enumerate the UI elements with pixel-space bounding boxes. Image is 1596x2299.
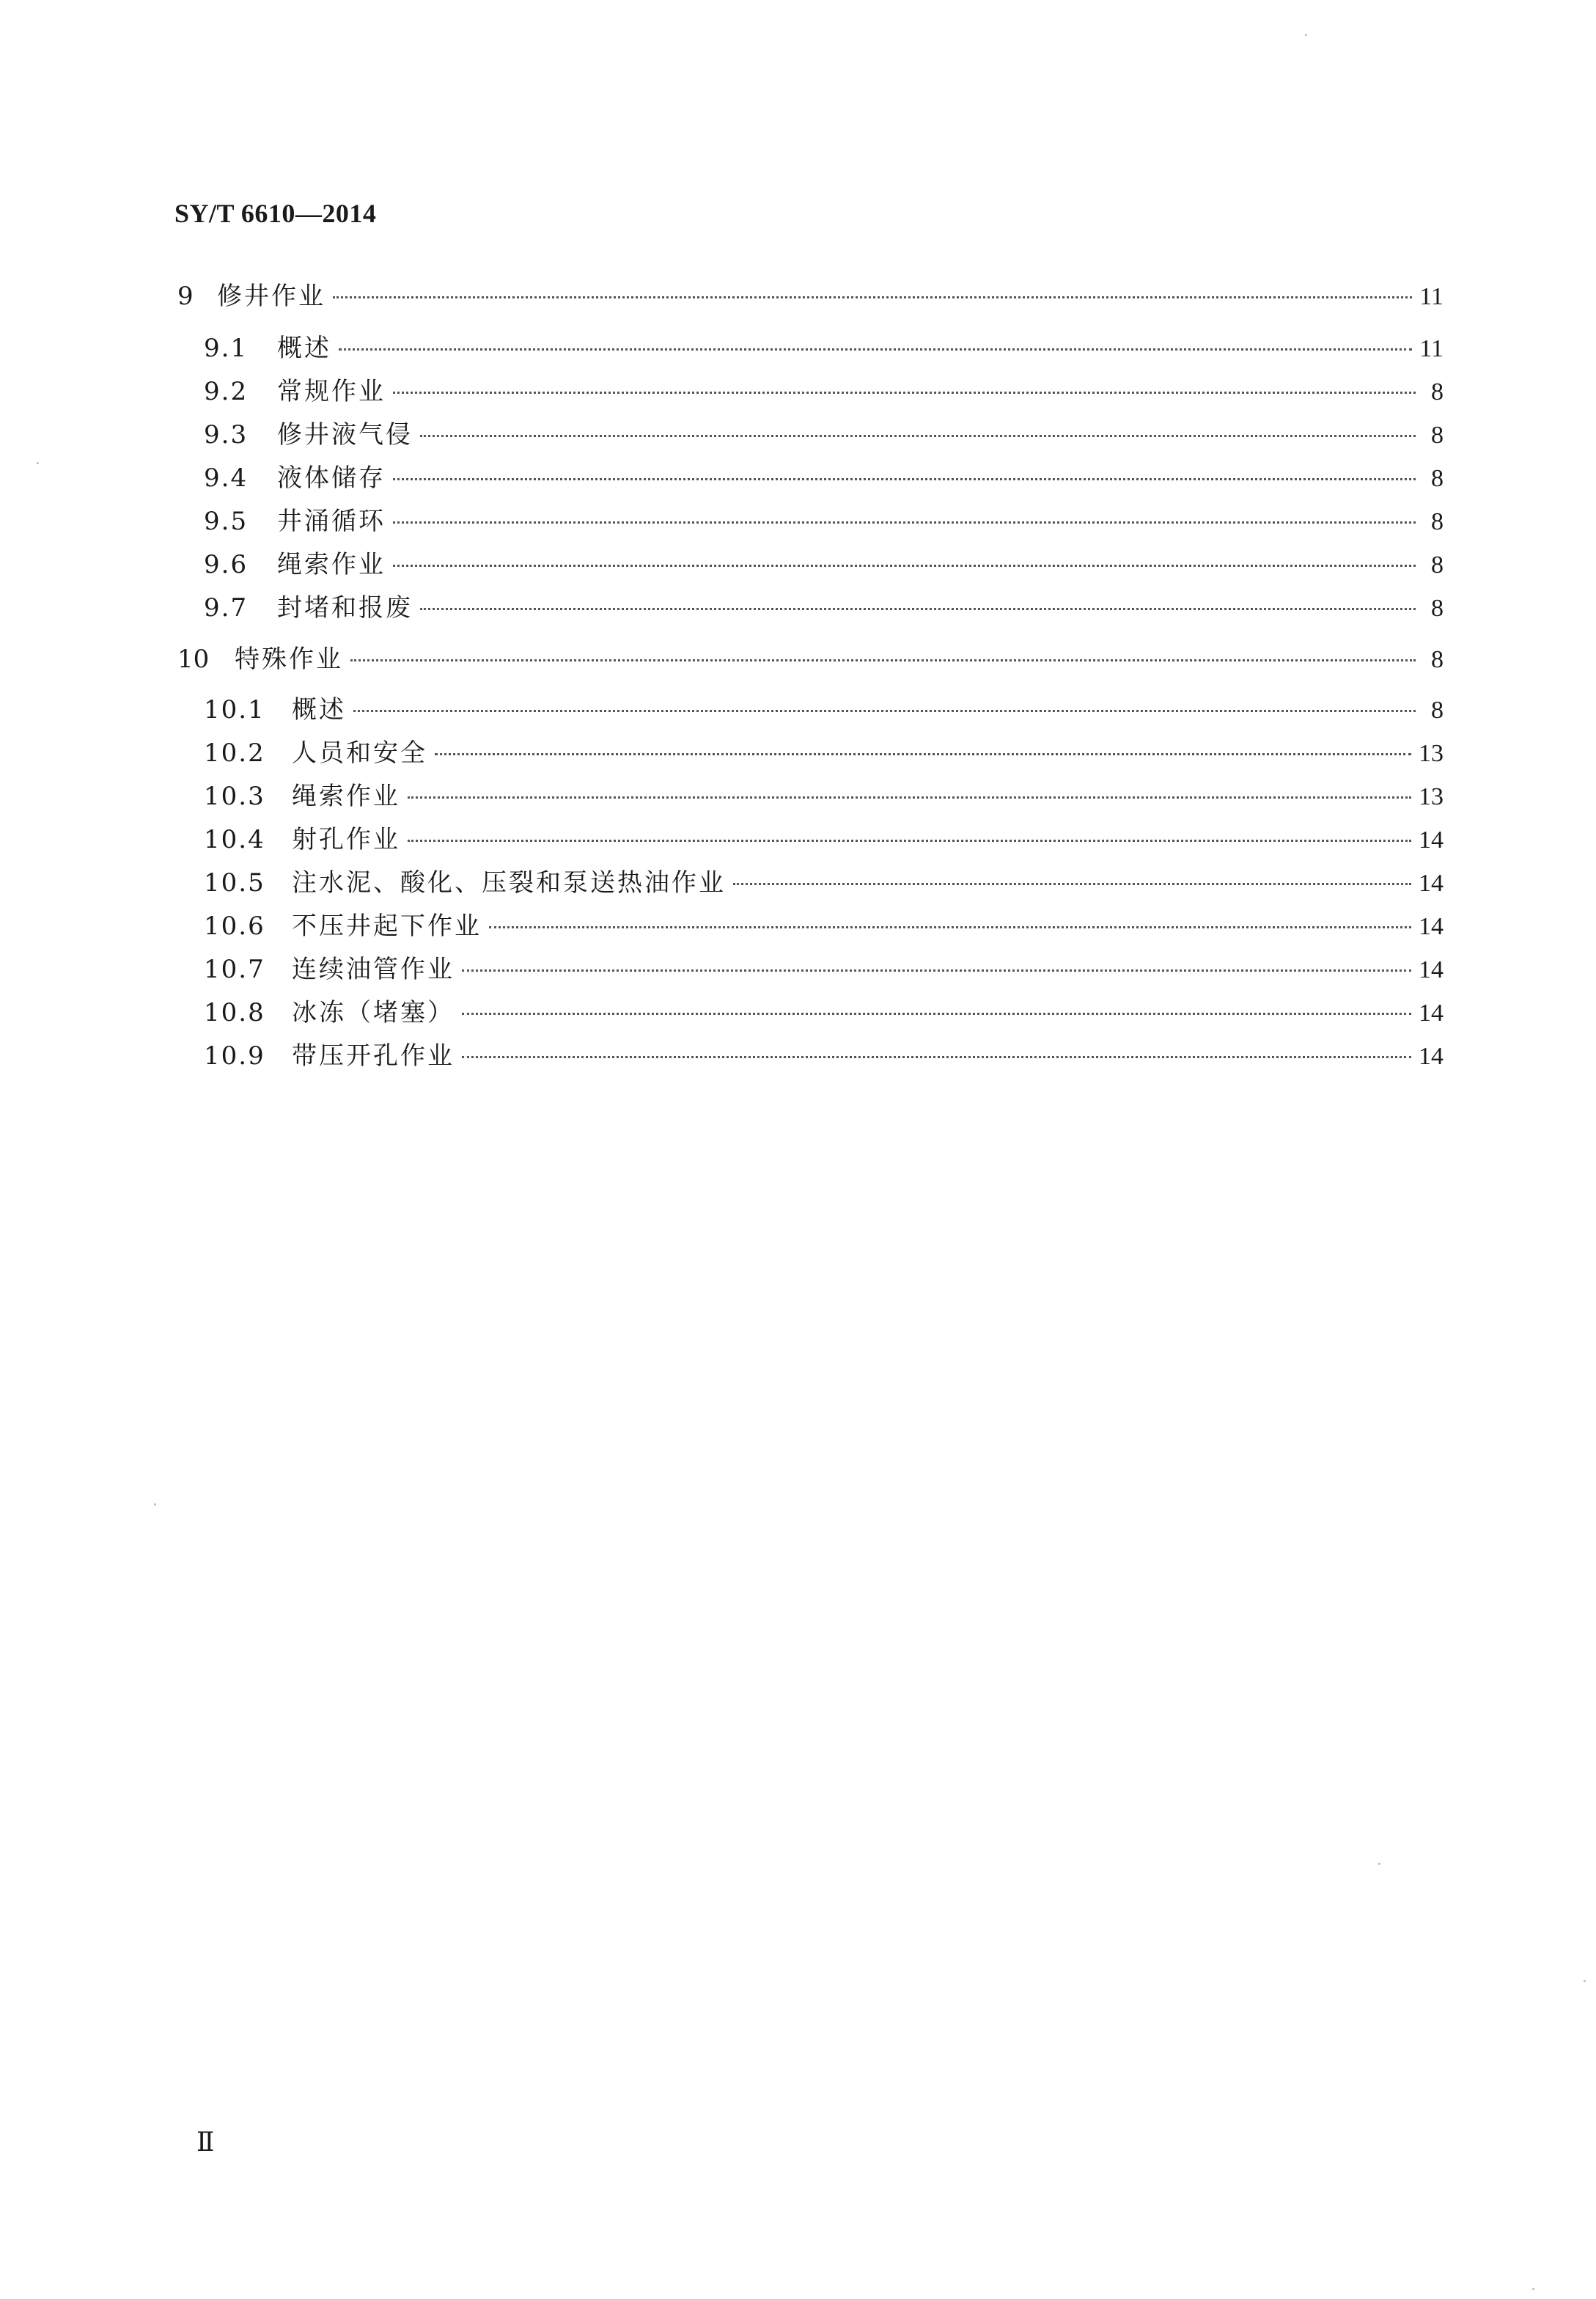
toc-entry[interactable] xyxy=(204,463,1444,493)
toc-entry-number: 10.5 xyxy=(204,868,265,898)
scan-speck xyxy=(37,462,39,464)
toc-leader-dots xyxy=(733,882,1411,885)
toc-entry-title: 带压开孔作业 xyxy=(292,1041,455,1071)
toc-entry-number: 9.3 xyxy=(204,420,249,450)
toc-entry-title: 绳索作业 xyxy=(277,550,386,579)
toc-entry-page: 14 xyxy=(1419,826,1444,854)
toc-entry[interactable] xyxy=(204,912,1444,941)
toc-leader-dots xyxy=(350,659,1416,661)
toc-leader-dots xyxy=(420,434,1416,437)
toc-leader-dots xyxy=(393,477,1416,480)
toc-entry-title: 液体储存 xyxy=(277,463,386,493)
scan-speck xyxy=(154,1503,156,1506)
toc-leader-dots xyxy=(420,607,1416,610)
toc-entry-page: 13 xyxy=(1419,783,1444,810)
toc-entry-number: 9 xyxy=(177,282,194,311)
toc-leader-dots xyxy=(393,391,1416,394)
toc-entry-page: 14 xyxy=(1419,956,1444,983)
toc-leader-dots xyxy=(408,796,1411,799)
toc-entry-page: 14 xyxy=(1419,870,1444,897)
toc-entry-number: 10.4 xyxy=(204,825,265,854)
toc-entry-page: 14 xyxy=(1419,913,1444,940)
toc-entry-page: 13 xyxy=(1419,740,1444,767)
toc-leader-dots xyxy=(339,348,1412,351)
toc-entry-title: 绳索作业 xyxy=(292,782,400,811)
toc-leader-dots xyxy=(462,1012,1411,1015)
toc-entry-number: 10.9 xyxy=(204,1041,265,1071)
toc-leader-dots xyxy=(435,752,1411,755)
scan-speck xyxy=(1378,1863,1380,1865)
toc-entry-page: 8 xyxy=(1431,378,1444,406)
toc-entry-page: 8 xyxy=(1431,551,1444,579)
toc-entry-number: 10.8 xyxy=(204,998,265,1027)
toc-entry[interactable] xyxy=(204,782,1444,811)
scan-speck xyxy=(1532,2288,1534,2290)
table-of-contents xyxy=(0,0,1596,1100)
toc-entry[interactable] xyxy=(177,282,1444,311)
toc-entry-page: 11 xyxy=(1419,335,1444,362)
scan-speck xyxy=(1305,34,1307,36)
toc-entry-number: 9.7 xyxy=(204,593,249,623)
toc-entry-title: 修井液气侵 xyxy=(277,420,413,450)
toc-entry[interactable] xyxy=(204,738,1444,768)
toc-entry[interactable] xyxy=(204,868,1444,898)
toc-leader-dots xyxy=(489,925,1411,928)
toc-entry[interactable] xyxy=(204,550,1444,579)
toc-leader-dots xyxy=(353,709,1416,712)
toc-leader-dots xyxy=(462,1055,1411,1058)
toc-entry-page: 8 xyxy=(1431,422,1444,449)
toc-entry-title: 特殊作业 xyxy=(235,645,343,674)
toc-entry-page: 8 xyxy=(1431,465,1444,492)
toc-entry-title: 注水泥、酸化、压裂和泵送热油作业 xyxy=(292,868,726,898)
toc-entry-number: 9.1 xyxy=(204,334,249,363)
toc-entry-page: 8 xyxy=(1431,595,1444,622)
toc-entry[interactable] xyxy=(204,998,1444,1027)
toc-entry[interactable] xyxy=(204,825,1444,854)
toc-entry-number: 10.7 xyxy=(204,955,265,984)
toc-entry-title: 井涌循环 xyxy=(277,507,386,536)
toc-entry-page: 14 xyxy=(1419,1043,1444,1070)
toc-entry[interactable] xyxy=(204,593,1444,623)
toc-entry-title: 人员和安全 xyxy=(292,738,427,768)
toc-entry[interactable] xyxy=(204,377,1444,406)
toc-entry-title: 修井作业 xyxy=(217,282,326,311)
page-number: Ⅱ xyxy=(196,2127,215,2157)
toc-entry-number: 9.6 xyxy=(204,550,249,579)
toc-entry-number: 9.5 xyxy=(204,507,249,536)
toc-entry-number: 9.4 xyxy=(204,463,249,493)
toc-entry[interactable] xyxy=(204,1041,1444,1071)
toc-entry[interactable] xyxy=(177,645,1444,674)
toc-entry[interactable] xyxy=(204,420,1444,450)
toc-entry-title: 常规作业 xyxy=(277,377,386,406)
toc-leader-dots xyxy=(393,521,1416,524)
toc-entry-title: 不压井起下作业 xyxy=(292,912,482,941)
toc-entry-page: 11 xyxy=(1419,283,1444,310)
toc-entry-title: 连续油管作业 xyxy=(292,955,455,984)
toc-entry[interactable] xyxy=(204,695,1444,725)
toc-entry-title: 冰冻（堵塞） xyxy=(292,998,455,1027)
toc-entry[interactable] xyxy=(204,507,1444,536)
toc-entry-number: 10.2 xyxy=(204,738,265,768)
toc-leader-dots xyxy=(393,564,1416,567)
toc-entry[interactable] xyxy=(204,955,1444,984)
toc-entry-number: 10.3 xyxy=(204,782,265,811)
toc-leader-dots xyxy=(333,296,1412,298)
toc-entry-number: 10 xyxy=(177,645,210,674)
toc-entry-number: 9.2 xyxy=(204,377,249,406)
standard-code: SY/T 6610—2014 xyxy=(174,199,377,228)
toc-leader-dots xyxy=(408,839,1411,842)
toc-entry-page: 14 xyxy=(1419,1000,1444,1027)
toc-entry-number: 10.6 xyxy=(204,912,265,941)
toc-entry-page: 8 xyxy=(1431,697,1444,724)
toc-entry-page: 8 xyxy=(1431,646,1444,673)
toc-entry-title: 封堵和报废 xyxy=(277,593,413,623)
scan-speck xyxy=(1584,1980,1586,1982)
toc-entry-title: 射孔作业 xyxy=(292,825,400,854)
toc-entry[interactable] xyxy=(204,334,1444,363)
toc-entry-title: 概述 xyxy=(277,334,331,363)
toc-leader-dots xyxy=(462,969,1411,972)
toc-entry-number: 10.1 xyxy=(204,695,265,725)
toc-entry-title: 概述 xyxy=(292,695,346,725)
toc-entry-page: 8 xyxy=(1431,508,1444,535)
